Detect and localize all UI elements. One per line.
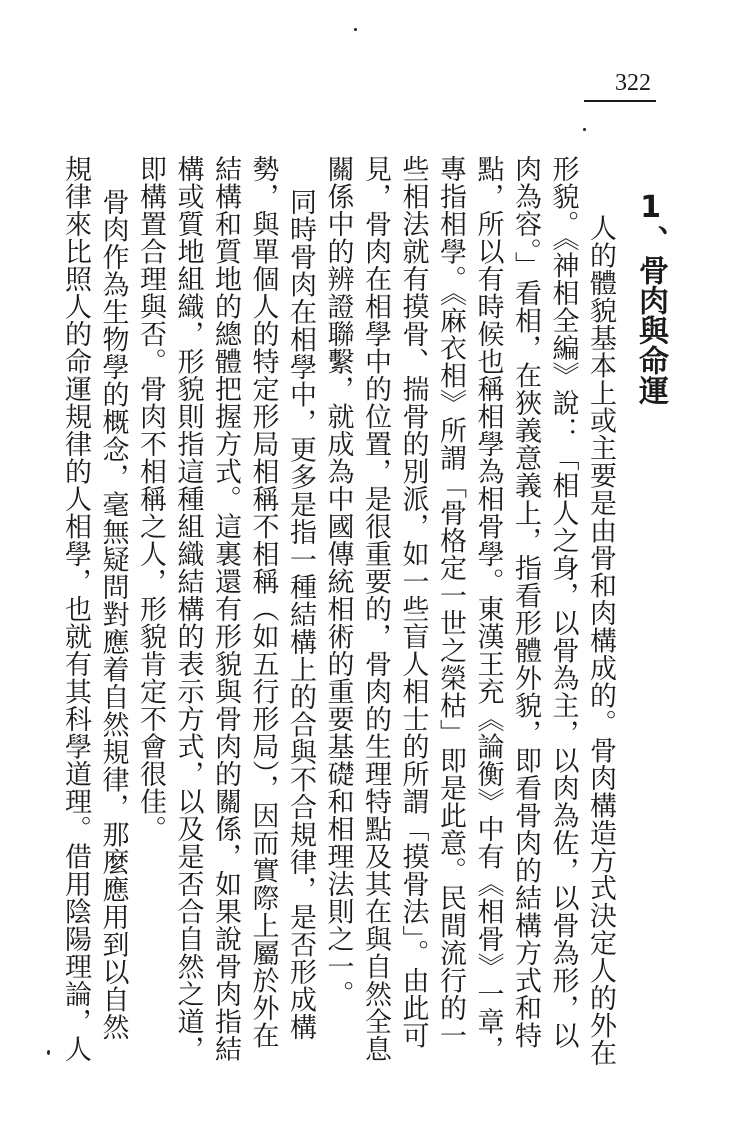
text-column-14: 骨肉作為生物學的概念，毫無疑問對應着自然規律，那麼應用到以自然 (97, 188, 129, 1041)
text-column-1: 人的體貌基本上或主要是由骨和肉構成的。骨肉構造方式決定人的外在 (585, 214, 616, 1067)
text-column-2: 形貌。《神相全編》說：「相人之身，以骨為主，以肉為佐，以骨為形，以 (547, 155, 579, 1049)
section-heading: 1、骨肉與命運 (633, 190, 668, 405)
scan-speck (354, 28, 357, 31)
scan-speck (47, 1050, 50, 1055)
text-column-5: 專指相學。《麻衣相》所謂「骨格定一世之榮枯」即是此意。民間流行的一 (435, 155, 466, 1049)
text-column-4: 點，所以有時候也稱相學為相骨學。東漢王充《論衡》中有《相骨》一章， (472, 155, 504, 1063)
text-column-8: 關係中的辨證聯繫，就成為中國傳統相術的重要基礎和相理法則之一。 (322, 155, 354, 1008)
text-column-15: 規律來比照人的命運規律的人相學，也就有其科學道理。借用陰陽理論，人 (60, 155, 91, 1063)
scan-speck (583, 128, 586, 131)
text-column-12: 構或質地組織，形貌則指這種組織結構的表示方式，以及是否合自然之道， (172, 155, 204, 1063)
page-number-rule (584, 100, 656, 102)
text-column-6: 些相法就有摸骨、揣骨的別派，如一些盲人相士的所謂「摸骨法」。由此可 (397, 155, 429, 1049)
text-column-13: 即構置合理與否。骨肉不相稱之人，形貌肯定不會很佳。 (135, 155, 166, 843)
text-column-3: 肉為容。」看相，在狹義意義上，指看形體外貌，即看骨肉的結構方式和特 (510, 155, 541, 1049)
text-column-11: 結構和質地的總體把握方式。這裏還有形貌與骨肉的關係，如果說骨肉指結 (210, 155, 241, 1063)
text-column-10: 勢，與單個人的特定形局相稱不相稱（如五行形局），因而實際上屬於外在 (247, 155, 279, 1049)
page-number: 322 (615, 70, 651, 96)
text-column-7: 見，骨肉在相學中的位置，是很重要的，骨肉的生理特點及其在與自然全息 (360, 155, 391, 1063)
text-column-9: 同時骨肉在相學中，更多是指一種結構上的合與不合規律，是否形成構 (285, 188, 316, 1041)
